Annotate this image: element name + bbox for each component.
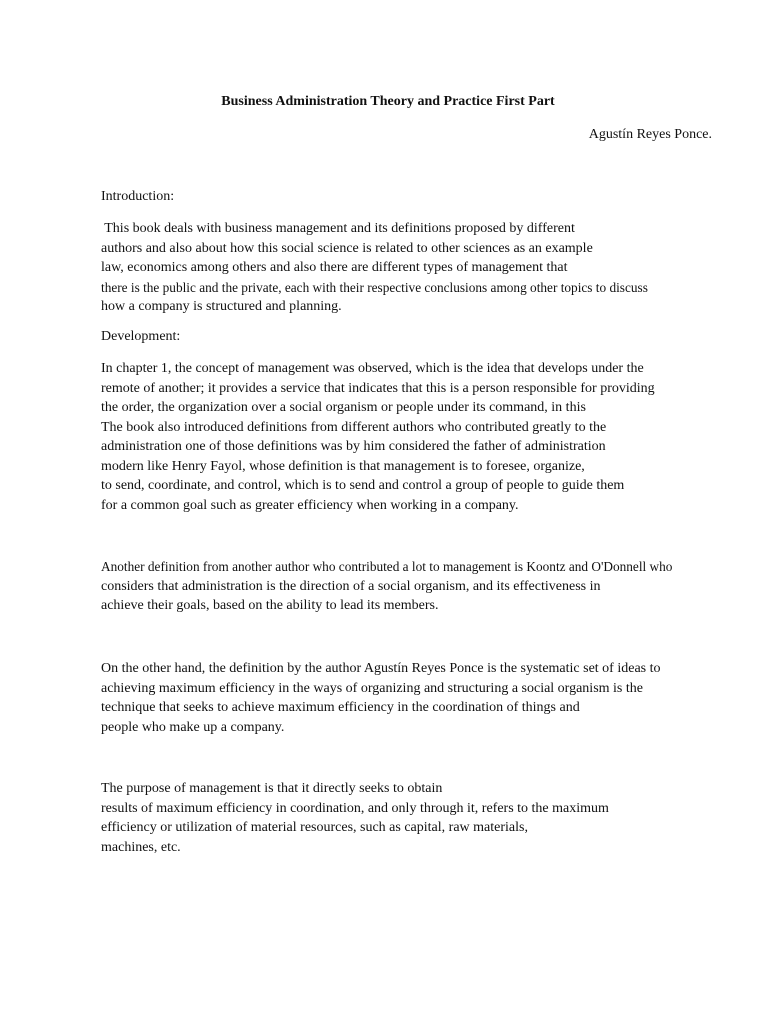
text-line: achieving maximum efficiency in the ways of organizing and structuring a social organism is the (101, 680, 643, 696)
text-line: people who make up a company. (101, 719, 285, 735)
text-line: In chapter 1, the concept of management was observed, which is the idea that develops under the (101, 361, 644, 376)
text-line: results of maximum efficiency in coordination, and only through it, refers to the maximum (101, 800, 609, 816)
text-line: authors and also about how this social science is related to other sciences as an example (101, 240, 593, 256)
development-heading: Development: (101, 329, 181, 344)
text-line: considers that administration is the direction of a social organism, and its effectiveness in (101, 578, 601, 594)
text-line: machines, etc. (101, 839, 181, 855)
text-line: administration one of those definitions was by him considered the father of administration (101, 439, 606, 454)
text-line: remote of another; it provides a service that indicates that this is a person responsible for providing (101, 380, 655, 396)
text-line: Another definition from another author who contributed a lot to management is Koontz and O'Donnell who (101, 559, 673, 574)
introduction-paragraph (101, 219, 741, 317)
document-title: Business Administration Theory and Practice First Part (221, 94, 555, 109)
text-line: technique that seeks to achieve maximum efficiency in the coordination of things and (101, 700, 580, 715)
development-paragraph-koontz (101, 557, 741, 616)
text-line: On the other hand, the definition by the author Agustín Reyes Ponce is the systematic set of ideas to (101, 661, 661, 676)
document-author: Agustín Reyes Ponce. (588, 127, 712, 142)
text-line: the order, the organization over a social organism or people under its command, in this (101, 400, 586, 415)
text-line: The book also introduced definitions from different authors who contributed greatly to the (101, 419, 607, 435)
text-line: how a company is structured and planning. (101, 299, 342, 314)
text-line: efficiency or utilization of material resources, such as capital, raw materials, (101, 820, 528, 835)
introduction-heading: Introduction: (101, 189, 175, 204)
text-line: modern like Henry Fayol, whose definition is that management is to foresee, organize, (101, 458, 585, 474)
text-line: law, economics among others and also there are different types of management that (101, 260, 568, 275)
text-line: achieve their goals, based on the ability to lead its members. (101, 598, 439, 613)
text-line: The purpose of management is that it directly seeks to obtain (101, 781, 443, 796)
text-line: there is the public and the private, each with their respective conclusions among other topics to discuss (101, 279, 648, 295)
text-line: This book deals with business management and its definitions proposed by different (101, 221, 575, 236)
development-paragraph-purpose (101, 779, 741, 857)
text-line: to send, coordinate, and control, which is to send and control a group of people to guide them (101, 478, 625, 493)
development-paragraph-chapter-1 (101, 359, 741, 515)
development-paragraph-reyes-ponce (101, 659, 741, 737)
text-line: for a common goal such as greater efficiency when working in a company. (101, 497, 519, 513)
